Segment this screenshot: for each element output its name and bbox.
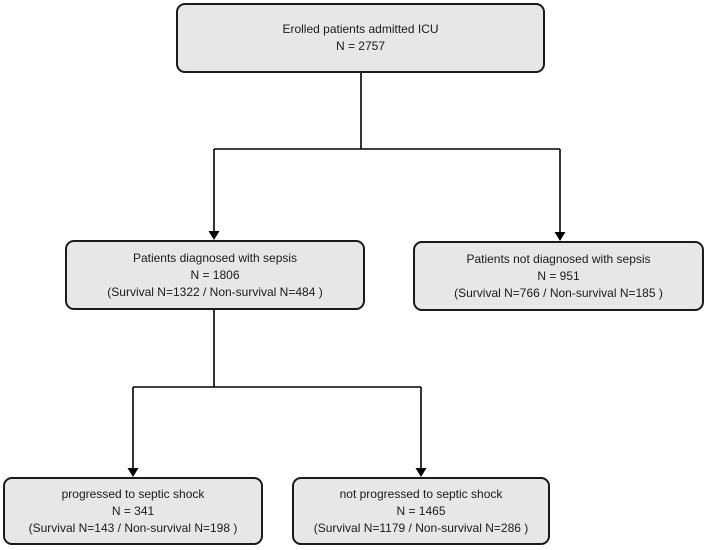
node-enrolled xyxy=(176,3,545,73)
node-no-sepsis-count: N = 951 xyxy=(537,268,580,283)
node-septic-shock-count: N = 341 xyxy=(111,503,155,518)
node-no-sepsis-breakdown: (Survival N=766 / Non-survival N=185 ) xyxy=(454,285,663,300)
node-septic-shock xyxy=(3,477,263,545)
arrowhead-to-septic-shock-icon xyxy=(128,468,139,477)
node-septic-shock-breakdown: (Survival N=143 / Non-survival N=198 ) xyxy=(28,520,238,535)
node-no-septic-shock-breakdown: (Survival N=1179 / Non-survival N=286 ) xyxy=(313,520,529,535)
arrowhead-to-sepsis-icon xyxy=(209,231,220,240)
arrowhead-to-no-sepsis-icon xyxy=(555,232,566,241)
node-sepsis xyxy=(65,240,365,310)
node-no-septic-shock-title: not progressed to septic shock xyxy=(339,486,503,501)
node-sepsis-breakdown: (Survival N=1322 / Non-survival N=484 ) xyxy=(107,284,323,299)
node-enrolled-title: Erolled patients admitted ICU xyxy=(282,22,439,36)
node-no-sepsis xyxy=(413,241,704,311)
node-no-septic-shock xyxy=(292,477,550,545)
node-enrolled-count: N = 2757 xyxy=(335,39,386,53)
node-septic-shock-title: progressed to septic shock xyxy=(61,486,205,501)
node-sepsis-count: N = 1806 xyxy=(190,267,240,282)
node-sepsis-title: Patients diagnosed with sepsis xyxy=(132,250,298,265)
node-no-septic-shock-count: N = 1465 xyxy=(396,503,446,518)
arrowhead-to-no-septic-shock-icon xyxy=(416,468,427,477)
node-no-sepsis-title: Patients not diagnosed with sepsis xyxy=(466,251,651,266)
